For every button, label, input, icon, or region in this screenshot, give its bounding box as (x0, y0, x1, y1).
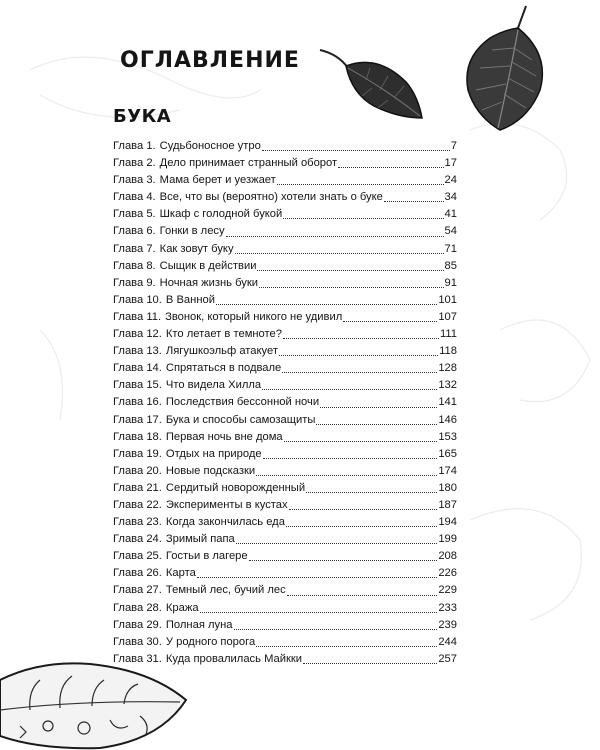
page-number: 174 (438, 464, 457, 477)
chapter-number: Глава 18. (113, 430, 162, 443)
dot-leader (236, 542, 438, 544)
dot-leader (226, 235, 444, 237)
dot-leader (287, 594, 438, 596)
chapter-number: Глава 29. (113, 618, 162, 631)
chapter-number: Глава 30. (113, 635, 162, 648)
toc-entry (113, 480, 457, 497)
dot-leader (256, 474, 437, 476)
toc-entry (113, 206, 457, 223)
page-number: 17 (444, 157, 457, 170)
chapter-number: Глава 9. (113, 276, 156, 289)
dot-leader (306, 491, 437, 493)
dot-leader (343, 320, 437, 322)
chapter-title: Звонок, который никого не удивил (165, 310, 343, 323)
page-number: 229 (438, 584, 457, 597)
toc-entry (113, 394, 457, 411)
toc-entry (113, 292, 457, 309)
page-number: 132 (438, 379, 457, 392)
page-number: 141 (438, 396, 457, 409)
chapter-title: Куда провалилась Майкки (165, 652, 303, 665)
toc-entry (113, 412, 457, 429)
chapter-title: Лягушкоэльф атакует (165, 345, 278, 358)
chapter-number: Глава 17. (113, 413, 162, 426)
toc-entry (113, 565, 457, 582)
chapter-number: Глава 12. (113, 328, 162, 341)
chapter-title: Гостьи в лагере (165, 550, 248, 563)
chapter-number: Глава 26. (113, 567, 162, 580)
dot-leader (259, 286, 444, 288)
chapter-number: Глава 5. (113, 208, 156, 221)
chapter-number: Глава 15. (113, 379, 162, 392)
chapter-number: Глава 31. (113, 652, 162, 665)
dot-leader (303, 662, 437, 664)
page-number: 180 (438, 481, 457, 494)
page-number: 199 (438, 533, 457, 546)
page-number: 244 (438, 635, 457, 648)
toc-entry (113, 241, 457, 258)
toc-entry (113, 634, 457, 651)
toc-entry (113, 651, 457, 668)
chapter-title: Зримый папа (165, 533, 235, 546)
chapter-number: Глава 14. (113, 362, 162, 375)
chapter-title: Как зовут буку (159, 242, 234, 255)
chapter-number: Глава 25. (113, 550, 162, 563)
chapter-title: Все, что вы (вероятно) хотели знать о буке (159, 191, 383, 204)
dot-leader (197, 576, 438, 578)
page-number: 257 (438, 652, 457, 665)
dot-leader (289, 508, 438, 510)
page-number: 187 (438, 498, 457, 511)
chapter-title: Эксперименты в кустах (165, 498, 288, 511)
leaf-small-icon (318, 44, 438, 124)
chapter-number: Глава 20. (113, 464, 162, 477)
page-number: 91 (444, 276, 457, 289)
page-number: 233 (438, 601, 457, 614)
page-number: 7 (450, 140, 457, 152)
toc-list (113, 138, 457, 668)
chapter-number: Глава 24. (113, 533, 162, 546)
toc-entry (113, 600, 457, 617)
page-number: 41 (444, 208, 457, 221)
dot-leader (283, 337, 439, 339)
chapter-number: Глава 1. (113, 140, 156, 152)
dot-leader (200, 611, 438, 613)
chapter-number: Глава 7. (113, 242, 156, 255)
toc-entry (113, 497, 457, 514)
dot-leader (277, 183, 444, 185)
page-number: 128 (438, 362, 457, 375)
dot-leader (286, 525, 437, 527)
chapter-number: Глава 22. (113, 498, 162, 511)
dot-leader (216, 303, 437, 305)
chapter-title: Полная луна (165, 618, 233, 631)
leaf-large-icon (440, 4, 560, 134)
dot-leader (234, 628, 438, 630)
chapter-title: Бука и способы самозащиты (165, 413, 316, 426)
dot-leader (256, 645, 437, 647)
dot-leader (257, 269, 443, 271)
chapter-title: В Ванной (165, 293, 215, 306)
dot-leader (316, 423, 437, 425)
page-number: 239 (438, 618, 457, 631)
page-number: 208 (438, 550, 457, 563)
toc-entry (113, 189, 457, 206)
chapter-title: Гонки в лесу (159, 225, 225, 238)
toc-entry (113, 138, 457, 155)
chapter-title: Мама берет и уезжает (159, 174, 276, 187)
dot-leader (279, 354, 438, 356)
page-number: 111 (439, 328, 457, 341)
chapter-title: Спрятаться в подвале (165, 362, 282, 375)
toc-entry (113, 223, 457, 240)
chapter-title: Новые подсказки (165, 464, 256, 477)
toc-entry (113, 531, 457, 548)
page-number: 153 (438, 430, 457, 443)
toc-entry (113, 172, 457, 189)
chapter-number: Глава 27. (113, 584, 162, 597)
dot-leader (263, 457, 438, 459)
chapter-number: Глава 8. (113, 259, 156, 272)
chapter-title: Первая ночь вне дома (165, 430, 283, 443)
chapter-number: Глава 3. (113, 174, 156, 187)
page-title: ОГЛАВЛЕНИЕ (120, 48, 300, 73)
toc-entry (113, 429, 457, 446)
chapter-title: Темный лес, бучий лес (165, 584, 286, 597)
toc-entry (113, 155, 457, 172)
page-number: 54 (444, 225, 457, 238)
chapter-title: Дело принимает странный оборот (159, 157, 338, 170)
toc-entry (113, 326, 457, 343)
chapter-title: Шкаф с голодной букой (159, 208, 283, 221)
chapter-number: Глава 19. (113, 447, 162, 460)
chapter-title: У родного порога (165, 635, 256, 648)
chapter-number: Глава 6. (113, 225, 156, 238)
page-number: 85 (444, 259, 457, 272)
dot-leader (262, 149, 450, 151)
toc-entry (113, 514, 457, 531)
section-title: БУКА (113, 106, 172, 127)
toc-entry (113, 343, 457, 360)
page-number: 24 (444, 174, 457, 187)
toc-entry (113, 309, 457, 326)
toc-entry (113, 617, 457, 634)
chapter-number: Глава 2. (113, 157, 156, 170)
chapter-title: Судьбоносное утро (159, 140, 261, 152)
chapter-title: Последствия бессонной ночи (165, 396, 320, 409)
toc-entry (113, 582, 457, 599)
dot-leader (320, 406, 437, 408)
toc-entry (113, 275, 457, 292)
page-number: 101 (438, 293, 457, 306)
dot-leader (262, 388, 437, 390)
chapter-title: Карта (165, 567, 196, 580)
dot-leader (338, 166, 443, 168)
chapter-number: Глава 21. (113, 481, 162, 494)
dot-leader (283, 217, 443, 219)
chapter-title: Кража (165, 601, 199, 614)
toc-entry (113, 463, 457, 480)
chapter-number: Глава 11. (113, 310, 162, 323)
dot-leader (282, 371, 437, 373)
toc-entry (113, 360, 457, 377)
chapter-number: Глава 23. (113, 516, 162, 529)
chapter-title: Кто летает в темноте? (165, 328, 282, 341)
chapter-title: Сердитый новорожденный (165, 481, 306, 494)
chapter-title: Отдых на природе (165, 447, 262, 460)
dot-leader (235, 252, 444, 254)
chapter-title: Ночная жизнь буки (159, 276, 258, 289)
dot-leader (384, 200, 444, 202)
dot-leader (284, 440, 438, 442)
page-number: 226 (438, 567, 457, 580)
chapter-title: Когда закончилась еда (165, 516, 285, 529)
page-number: 34 (444, 191, 457, 204)
chapter-number: Глава 13. (113, 345, 162, 358)
chapter-number: Глава 28. (113, 601, 162, 614)
chapter-number: Глава 4. (113, 191, 156, 204)
page-number: 118 (439, 345, 457, 358)
toc-entry (113, 258, 457, 275)
page-number: 194 (438, 516, 457, 529)
toc-entry (113, 446, 457, 463)
toc-entry (113, 377, 457, 394)
page-number: 71 (444, 242, 457, 255)
chapter-number: Глава 10. (113, 293, 162, 306)
chapter-number: Глава 16. (113, 396, 162, 409)
dot-leader (249, 559, 438, 561)
page-number: 146 (438, 413, 457, 426)
toc-entry (113, 548, 457, 565)
page-number: 165 (438, 447, 457, 460)
chapter-title: Сыщик в действии (159, 259, 257, 272)
page-number: 107 (438, 310, 457, 323)
chapter-title: Что видела Хилла (165, 379, 262, 392)
